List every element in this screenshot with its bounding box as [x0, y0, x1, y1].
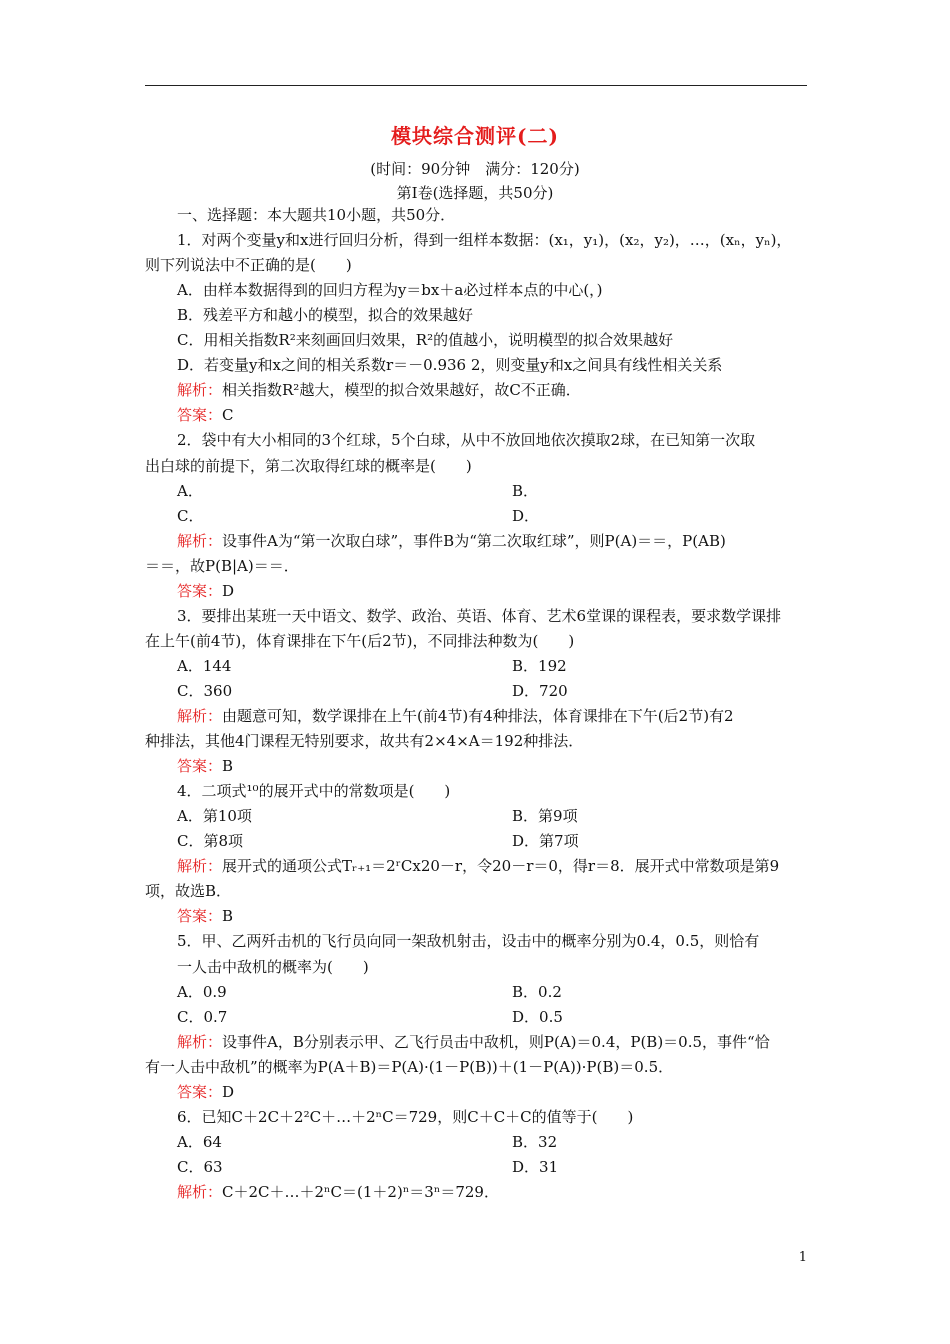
section-heading: 第Ⅰ卷(选择题，共50分)	[396, 184, 554, 202]
text-line: 一人击中敌机的概率为( )	[177, 958, 369, 976]
text-line: C．用相关指数R²来刻画回归效果，R²的值越小，说明模型的拟合效果越好	[177, 331, 674, 349]
analysis-label: 解析：	[177, 1033, 223, 1051]
line-text: C	[222, 406, 234, 424]
answer-line	[177, 906, 233, 926]
text-line: D．若变量y和x之间的相关系数r＝－0.936 2，则变量y和x之间具有线性相关关系	[177, 356, 723, 374]
text-line: 出白球的前提下，第二次取得红球的概率是( )	[145, 457, 472, 475]
answer-line	[177, 581, 234, 601]
text-line: 5．甲、乙两歼击机的飞行员向同一架敌机射击，设击中的概率分别为0.4，0.5，则恰有	[177, 932, 760, 950]
text-line: 2．袋中有大小相同的3个红球，5个白球，从中不放回地依次摸取2球，在已知第一次取	[177, 431, 756, 449]
page-title: 模块综合测评(二)	[391, 124, 559, 148]
analysis-label: 解析：	[177, 707, 223, 725]
option-text: A．144	[177, 657, 232, 675]
analysis-line	[177, 531, 726, 551]
option-text: D．0.5	[512, 1008, 563, 1026]
text-line: 种排法，其他4门课程无特别要求，故共有2×4×A＝192种排法．	[145, 732, 584, 750]
answer-line	[177, 756, 233, 776]
text-line: 4．二项式¹⁰的展开式中的常数项是( )	[177, 782, 451, 800]
answer-label: 答案：	[177, 406, 223, 424]
text-line: 在上午(前4节)，体育课排在下午(后2节)，不同排法种数为( )	[145, 632, 575, 650]
option-text: D．	[512, 507, 540, 525]
text-line: 1．对两个变量y和x进行回归分析，得到一组样本数据：(x₁，y₁)，(x₂，y₂)，…，(xₙ，yₙ)，	[177, 231, 792, 249]
analysis-label: 解析：	[177, 857, 223, 875]
text-line: 3．要排出某班一天中语文、数学、政治、英语、体育、艺术6堂课的课程表，要求数学课排	[177, 607, 782, 625]
analysis-line	[177, 1182, 499, 1202]
option-text: D．720	[512, 682, 568, 700]
text-line: 有一人击中敌机”的概率为P(A＋B)＝P(A)·(1－P(B))＋(1－P(A))·P(B)＝0.5．	[145, 1058, 674, 1076]
option-text: A．	[177, 482, 203, 500]
option-text: D．31	[512, 1158, 559, 1176]
answer-line	[177, 1082, 234, 1102]
answer-label: 答案：	[177, 757, 223, 775]
line-text: D	[222, 582, 235, 600]
line-text: 由题意可知，数学课排在上午(前4节)有4种排法，体育课排在下午(后2节)有2	[222, 707, 734, 725]
text-line: 一、选择题：本大题共10小题，共50分．	[177, 206, 456, 224]
option-text: C．第8项	[177, 832, 244, 850]
option-text: A．第10项	[177, 807, 252, 825]
answer-line	[177, 405, 234, 425]
time-info: (时间：90分钟 满分：120分)	[370, 160, 580, 178]
line-text: 设事件A为“第一次取白球”，事件B为“第二次取红球”，则P(A)＝＝，P(AB)	[222, 532, 726, 550]
option-text: C．63	[177, 1158, 223, 1176]
analysis-label: 解析：	[177, 1183, 223, 1201]
option-text: B．192	[512, 657, 567, 675]
line-text: C＋2C＋…＋2ⁿC＝(1＋2)ⁿ＝3ⁿ＝729．	[222, 1183, 499, 1201]
line-text: 相关指数R²越大，模型的拟合效果越好，故C不正确．	[222, 381, 581, 399]
text-line: ＝＝，故P(B|A)＝＝．	[145, 557, 299, 575]
header-rule	[145, 85, 807, 86]
text-line: 6．已知C＋2C＋2²C＋…＋2ⁿC＝729，则C＋C＋C的值等于( )	[177, 1108, 634, 1126]
line-text: D	[222, 1083, 235, 1101]
option-text: A．0.9	[177, 983, 227, 1001]
analysis-line	[177, 380, 581, 400]
line-text: 展开式的通项公式Tᵣ₊₁＝2ʳCx20－r，令20－r＝0，得r＝8．展开式中常数项是第9	[222, 857, 780, 875]
option-text: B．第9项	[512, 807, 578, 825]
option-text: D．第7项	[512, 832, 579, 850]
option-text: C．360	[177, 682, 233, 700]
analysis-line	[177, 1032, 770, 1052]
option-text: C．0.7	[177, 1008, 228, 1026]
line-text: B	[222, 907, 234, 925]
option-text: C．	[177, 507, 204, 525]
answer-label: 答案：	[177, 1083, 223, 1101]
text-line: 项，故选B．	[145, 882, 232, 900]
answer-label: 答案：	[177, 907, 223, 925]
analysis-line	[177, 706, 734, 726]
answer-label: 答案：	[177, 582, 223, 600]
option-text: B．0.2	[512, 983, 562, 1001]
analysis-label: 解析：	[177, 532, 223, 550]
analysis-line	[177, 856, 779, 876]
page-number: 1	[798, 1250, 807, 1265]
text-line: B．残差平方和越小的模型，拟合的效果越好	[177, 306, 474, 324]
line-text: 设事件A，B分别表示甲、乙飞行员击中敌机，则P(A)＝0.4，P(B)＝0.5，事件“恰	[222, 1033, 770, 1051]
analysis-label: 解析：	[177, 381, 223, 399]
option-text: B．32	[512, 1133, 558, 1151]
option-text: A．64	[177, 1133, 222, 1151]
line-text: B	[222, 757, 234, 775]
text-line: 则下列说法中不正确的是( )	[145, 256, 352, 274]
text-line: A．由样本数据得到的回归方程为y＝bx＋a必过样本点的中心(，)	[177, 281, 603, 299]
option-text: B．	[512, 482, 539, 500]
